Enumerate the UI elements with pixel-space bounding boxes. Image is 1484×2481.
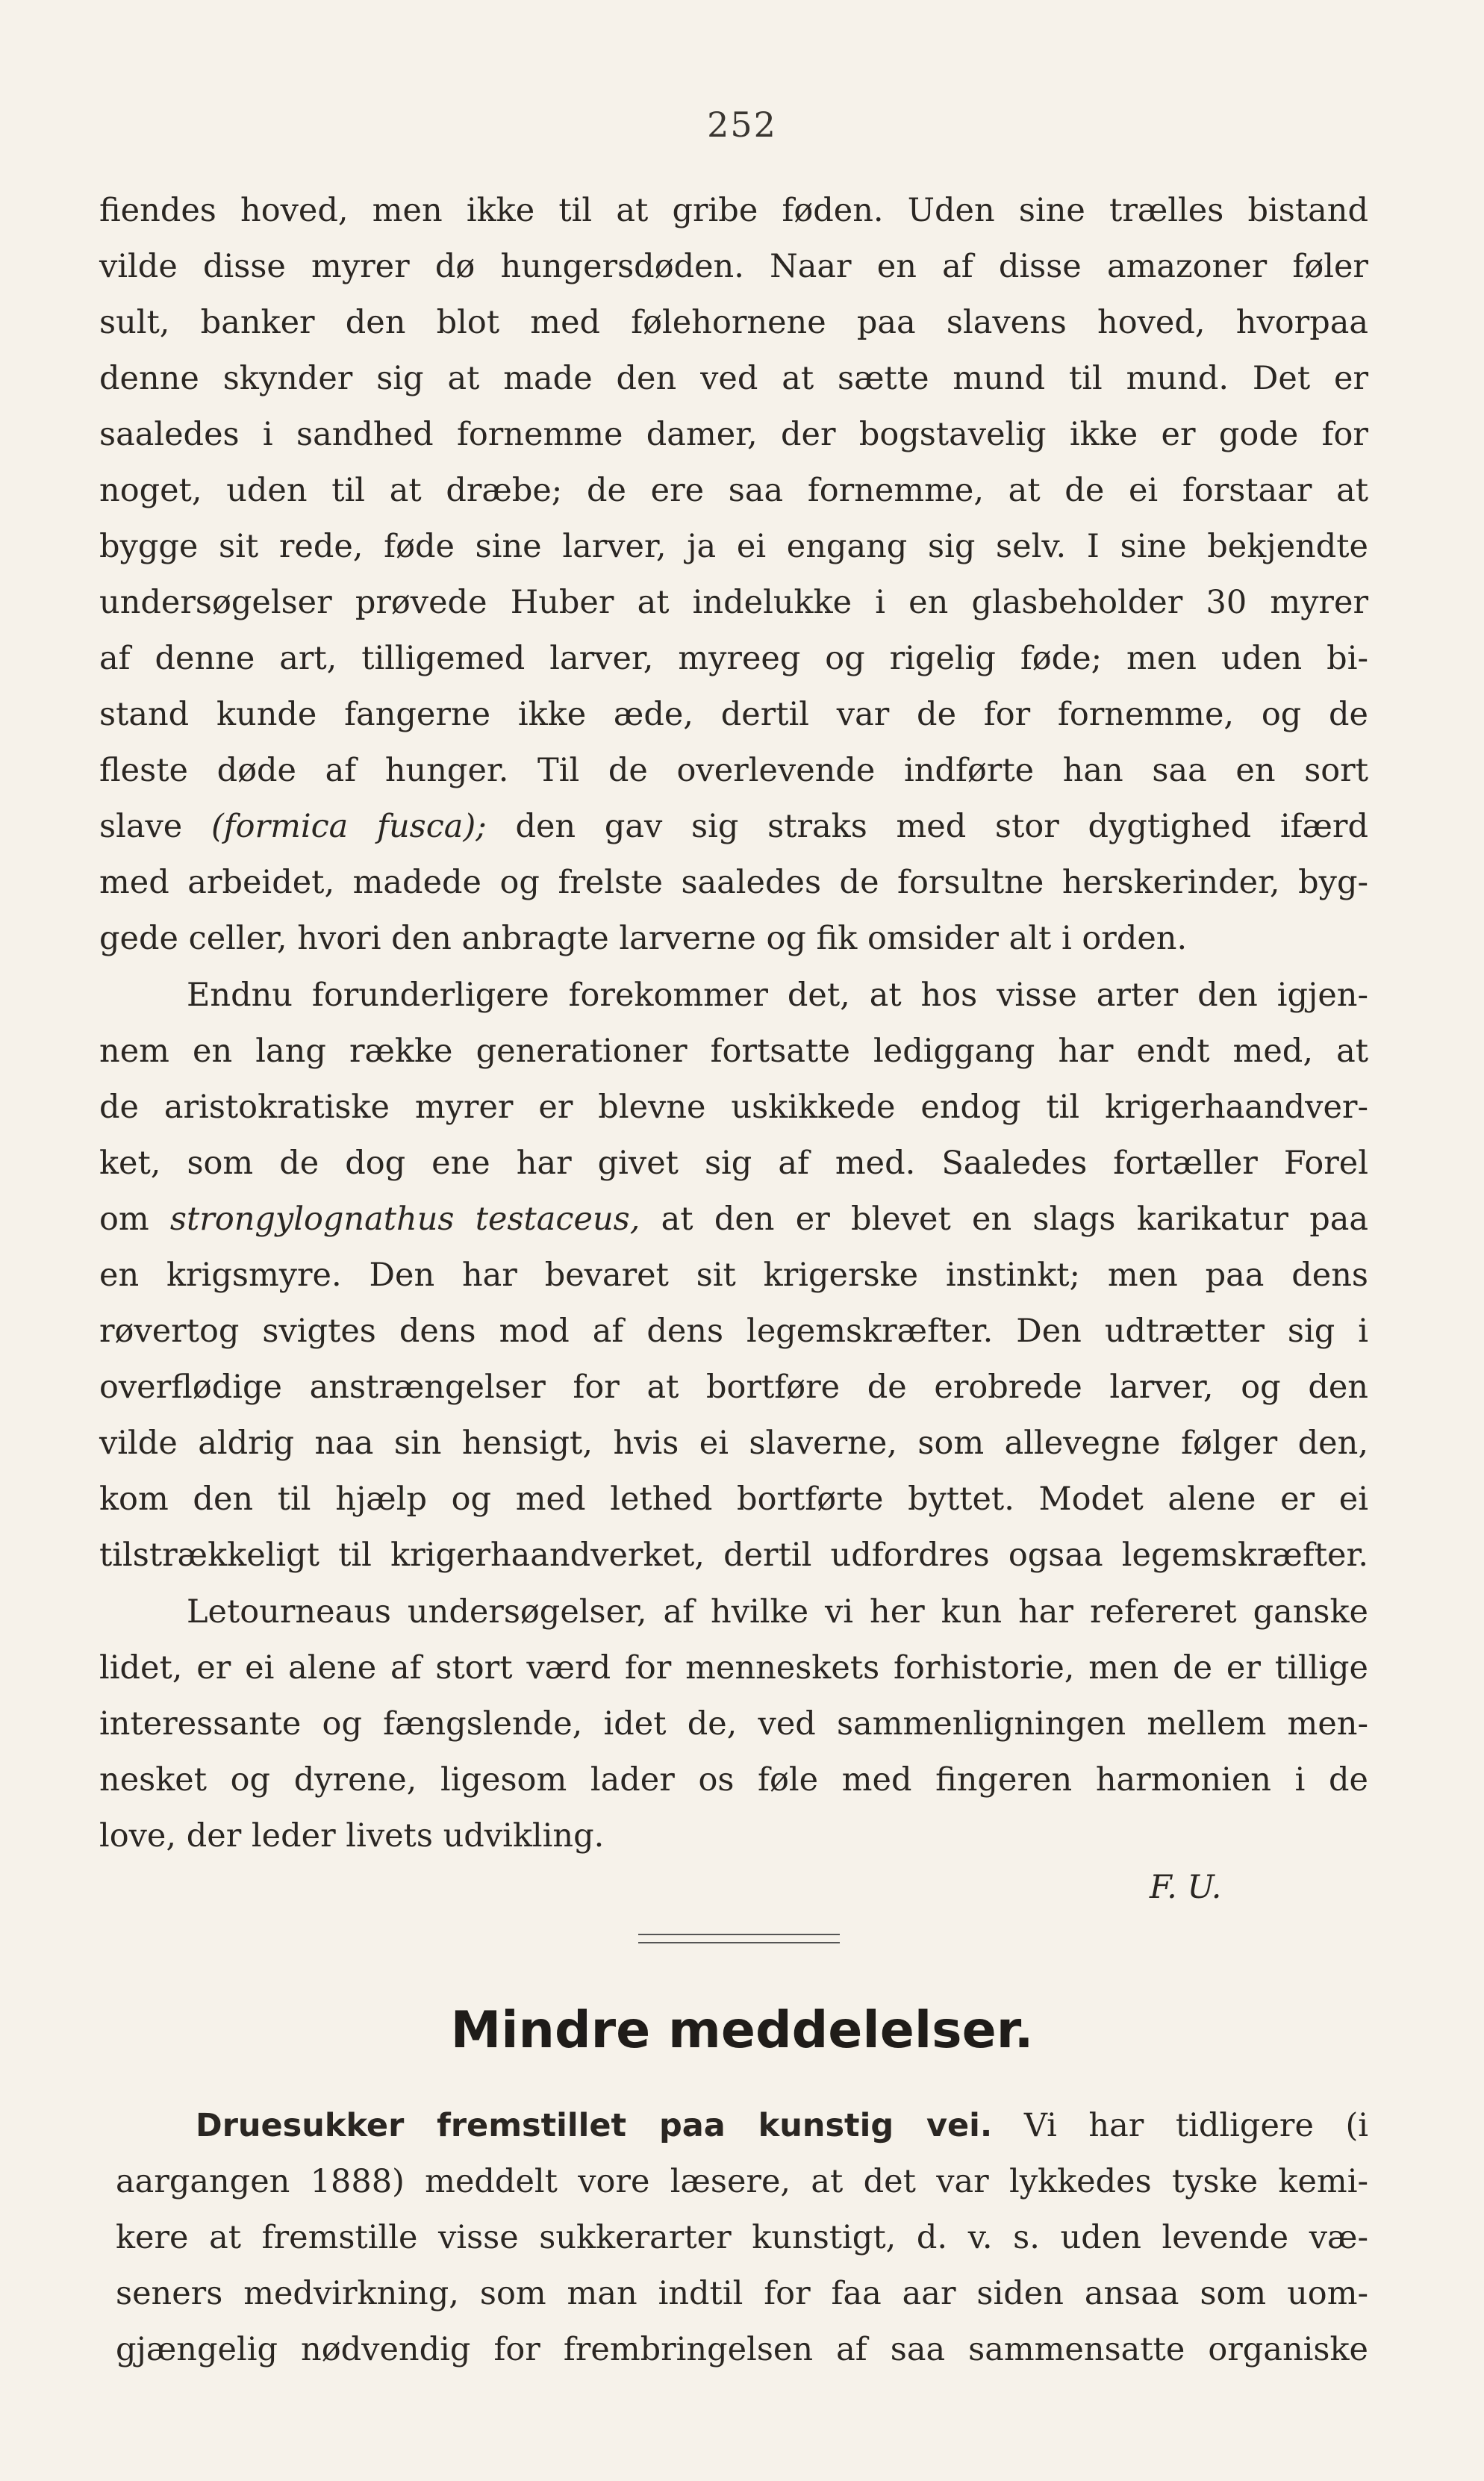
line-text: den gav sig straks med stor dygtighed ifærd (486, 808, 1368, 845)
body-line: stand kunde fangerne ikke æde, dertil var de for fornemme, og de (99, 696, 1368, 733)
item-heading: Druesukker fremstillet paa kunstig vei. (196, 2107, 993, 2144)
section-divider (638, 1934, 840, 1943)
body-line (99, 1192, 1368, 1248)
body-line: kom den til hjælp og med lethed bortførte byttet. Modet alene er ei (99, 1481, 1368, 1518)
body-line: interessante og fængslende, idet de, ved sammenligningen mellem men- (99, 1705, 1368, 1743)
italic-term: strongylognathus testaceus, (169, 1201, 640, 1238)
italic-term: (formica fusca); (211, 808, 487, 845)
body-line: sult, banker den blot med følehornene paa slavens hoved, hvorpaa (99, 304, 1368, 341)
line-text: at den er blevet en slags karikatur paa (640, 1201, 1368, 1238)
section-line (196, 2098, 1368, 2154)
page-number: 252 (707, 105, 777, 145)
body-line: med arbeidet, madede og frelste saaledes de forsultne herskerinder, byg- (99, 864, 1368, 901)
body-line (99, 799, 1368, 855)
body-line: røvertog svigtes dens mod af dens legemskræfter. Den udtrætter sig i (99, 1313, 1368, 1350)
body-line: overflødige anstrængelser for at bortføre de erobrede larver, og den (99, 1369, 1368, 1406)
section-line: kere at fremstille visse sukkerarter kunstigt, d. v. s. uden levende væ- (116, 2219, 1368, 2256)
body-line: ket, som de dog ene har givet sig af med. Saaledes fortæller Forel (99, 1145, 1368, 1182)
section-line: seners medvirkning, som man indtil for faa aar siden ansaa som uom- (116, 2275, 1368, 2312)
line-text: om (99, 1201, 170, 1238)
body-line: fiendes hoved, men ikke til at gribe føden. Uden sine trælles bistand (99, 192, 1368, 229)
line-text: slave (99, 808, 211, 845)
author-signature: F. U. (1150, 1869, 1222, 1906)
body-line: gede celler, hvori den anbragte larverne og fik omsider alt i orden. (99, 920, 1188, 957)
line-text: Vi har tidligere (i (992, 2107, 1368, 2144)
body-line: en krigsmyre. Den har bevaret sit krigerske instinkt; men paa dens (99, 1257, 1368, 1294)
body-line: vilde disse myrer dø hungersdøden. Naar en af disse amazoner føler (99, 248, 1368, 285)
body-line: fleste døde af hunger. Til de overlevende indførte han saa en sort (99, 752, 1368, 789)
body-line: Letourneaus undersøgelser, af hvilke vi her kun har refereret ganske (187, 1593, 1368, 1631)
section-title: Mindre meddelelser. (450, 2001, 1034, 2060)
body-line: tilstrækkeligt til krigerhaandverket, dertil udfordres ogsaa legemskræfter. (99, 1537, 1368, 1574)
body-line: undersøgelser prøvede Huber at indelukke i en glasbeholder 30 myrer (99, 584, 1368, 621)
body-line: nem en lang række generationer fortsatte lediggang har endt med, at (99, 1033, 1368, 1070)
body-line: vilde aldrig naa sin hensigt, hvis ei slaverne, som allevegne følger den, (99, 1425, 1368, 1462)
body-line: lidet, er ei alene af stort værd for menneskets forhistorie, men de er tillige (99, 1649, 1368, 1687)
body-line: Endnu forunderligere forekommer det, at hos visse arter den igjen- (187, 977, 1368, 1014)
body-line: bygge sit rede, føde sine larver, ja ei engang sig selv. I sine bekjendte (99, 528, 1368, 565)
body-line: de aristokratiske myrer er blevne uskikkede endog til krigerhaandver- (99, 1089, 1368, 1126)
section-line: aargangen 1888) meddelt vore læsere, at det var lykkedes tyske kemi- (116, 2163, 1368, 2200)
body-line: nesket og dyrene, ligesom lader os føle med fingeren harmonien i de (99, 1761, 1368, 1799)
body-line: af denne art, tilligemed larver, myreeg og rigelig føde; men uden bi- (99, 640, 1368, 677)
body-line: denne skynder sig at made den ved at sætte mund til mund. Det er (99, 360, 1368, 397)
body-line: noget, uden til at dræbe; de ere saa fornemme, at de ei forstaar at (99, 472, 1368, 509)
body-line: love, der leder livets udvikling. (99, 1817, 605, 1855)
body-line: saaledes i sandhed fornemme damer, der bogstavelig ikke er gode for (99, 416, 1368, 453)
section-line: gjængelig nødvendig for frembringelsen af saa sammensatte organiske (116, 2331, 1368, 2368)
